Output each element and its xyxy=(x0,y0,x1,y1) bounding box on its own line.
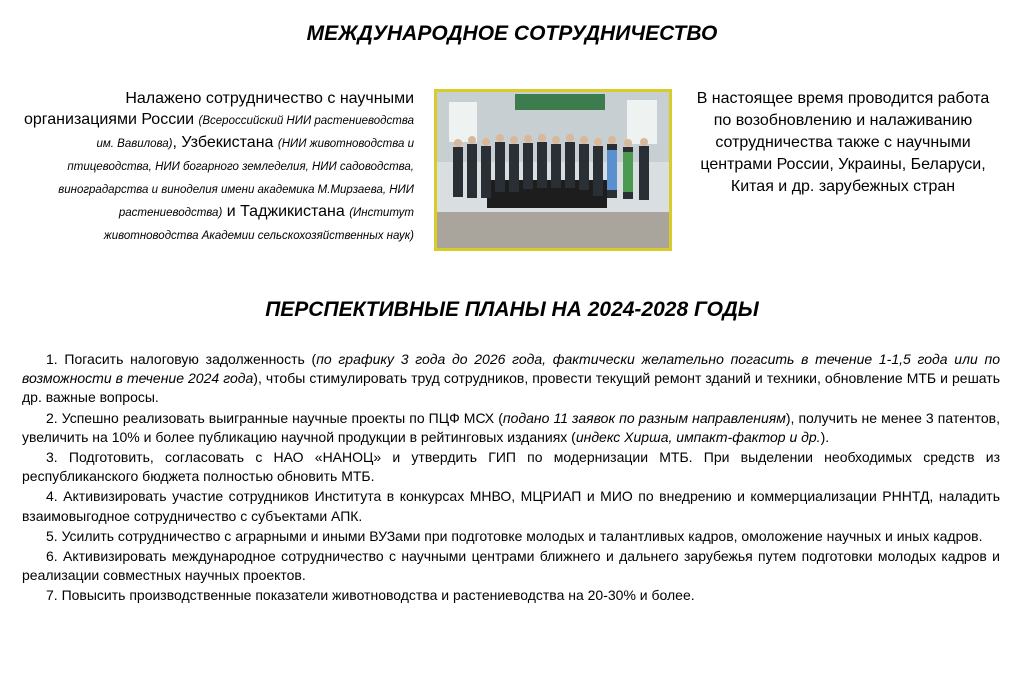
left-note-uzbekistan: (НИИ животноводства и птицеводства, НИИ богарного земледелия, НИИ садоводства, виноградарства и виноделия имени академика М.Мирзаева, НИИ растениеводства) xyxy=(58,138,414,219)
left-text-intro: Налажено сотрудничество с научными организациями России xyxy=(24,90,414,128)
plan-item-6: 6. Активизировать международное сотрудничество с научными центрами ближнего и дальнего зарубежья путем подготовки молодых кадров и реализации совместных научных проектов. xyxy=(22,548,1000,584)
left-text-tajikistan: и Таджикистана xyxy=(222,203,345,220)
plan-item-2: 2. Успешно реализовать выигранные научные проекты по ПЦФ МСХ (подано 11 заявок по разным направлениям), получить не менее 3 патентов, увеличить на 10% и более публикацию научной продукции в рейтинговых изданиях (индекс Хирша, импакт-фактор и др.). xyxy=(22,409,1000,445)
plans-list xyxy=(22,350,1000,607)
cooperation-left-text xyxy=(22,88,414,247)
plans-title: ПЕРСПЕКТИВНЫЕ ПЛАНЫ НА 2024-2028 ГОДЫ xyxy=(265,298,759,321)
plan-item-5: 5. Усилить сотрудничество с аграрными и иными ВУЗами при подготовке молодых и талантливых кадров, омоложение научных и иных кадров. xyxy=(46,527,983,544)
left-note-russia: (Всероссийский НИИ растениеводства им. Вавилова) xyxy=(96,115,414,150)
plan-item-4: 4. Активизировать участие сотрудников Института в конкурсах МНВО, МЦРИАП и МИО по внедрению и коммерциализации РННТД, наладить взаимовыгодное сотрудничество с субъектами АПК. xyxy=(22,488,1000,524)
plan-item-3: 3. Подготовить, согласовать с НАО «НАНОЦ» и утвердить ГИП по модернизации МТБ. При выделении необходимых средств из республиканского бюджета полностью обновить МТБ. xyxy=(22,449,1000,485)
left-note-tajikistan: (Институт животноводства Академии сельскохозяйственных наук) xyxy=(103,207,414,242)
cooperation-right-text: В настоящее время проводится работа по возобновлению и налаживанию сотрудничества также с научными центрами России, Украины, Беларуси, Китая и др. зарубежных стран xyxy=(696,90,990,195)
cooperation-title: МЕЖДУНАРОДНОЕ СОТРУДНИЧЕСТВО xyxy=(306,22,718,45)
group-photo xyxy=(434,89,672,251)
plan-item-1: 1. Погасить налоговую задолженность (по графику 3 года до 2026 года, фактически желательно погасить в течение 1-1,5 года или по возможности в течение 2024 года), чтобы стимулировать труд сотрудников, провести текущий ремонт зданий и техники, обновление МТБ и решать др. важные вопросы. xyxy=(22,351,1000,406)
plan-item-7: 7. Повысить производственные показатели животноводства и растениеводства на 20-30% и более. xyxy=(46,587,695,604)
left-text-uzbekistan: , Узбекистана xyxy=(172,134,274,151)
group-photo-icon xyxy=(437,92,669,248)
